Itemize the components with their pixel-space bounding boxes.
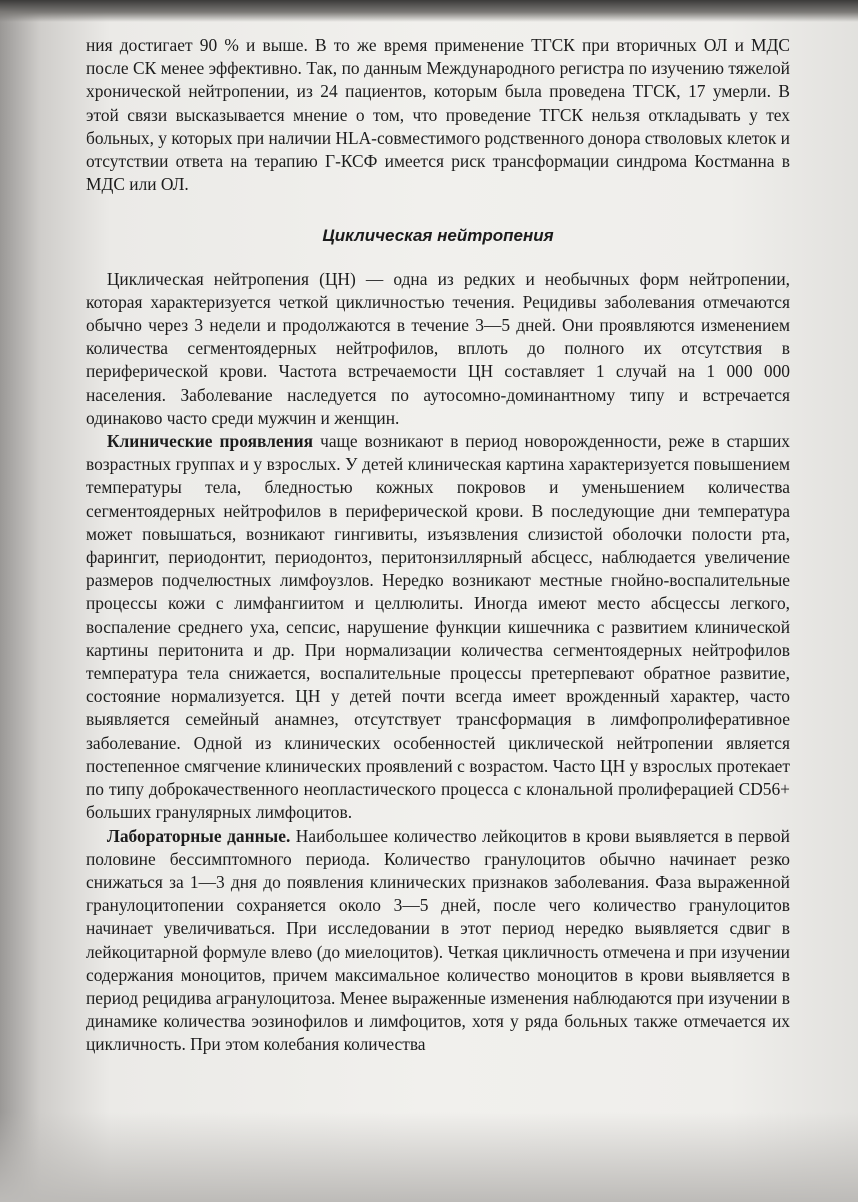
lab-text: Наибольшее количество лейкоцитов в крови выявляется в первой половине бессимптомного периода. Количество гранулоцитов обычно начинает резко снижаться за 1—3 дня до появления клинических признаков заболевания. Фаза выраженной гранулоцитопении сохраняется около 3—5 дней, после чего количество гранулоцитов начинает увеличиваться. При исследовании в этот период нередко выявляется сдвиг в лейкоцитарной формуле влево (до миелоцитов). Четкая цикличность отмечена и при изучении содержания моноцитов, причем максимальное количество моноцитов в крови выявляется в период рецидива агранулоцитоза. Менее выраженные изменения наблюдаются при изучении в динамике количества эозинофилов и лимфоцитов, хотя у ряда больных также отмечается их цикличность. При этом колебания количества [86,825,790,1055]
definition-paragraph: Циклическая нейтропения (ЦН) — одна из редких и необычных форм нейтропении, которая характеризуется четкой цикличностью течения. Рецидивы заболевания отмечаются обычно через 3 недели и продолжаются в течение 3—5 дней. Они проявляются изменением количества сегментоядерных нейтрофилов, вплоть до полного их отсутствия в периферической крови. Частота встречаемости ЦН составляет 1 случай на 1 000 000 населения. Заболевание наследуется по аутосомно-доминантному типу и встречается одинаково часто среди мужчин и женщин. [86,268,790,428]
clinical-text: чаще возникают в период новорожденности, реже в старших возрастных группах и у взрослых. У детей клиническая картина характеризуется повышением температуры тела, бледностью кожных покровов и уменьшением количества сегментоядерных нейтрофилов в периферической крови. В последующие дни температура может повышаться, возникают гингивиты, изъязвления слизистой оболочки полости рта, фарингит, периодонтит, периодонтоз, перитонзиллярный абсцесс, наблюдается увеличение размеров подчелюстных лимфоузлов. Нередко возникают местные гнойно-воспалительные процессы кожи с лимфангиитом и целлюлиты. Иногда имеют место абсцессы легкого, воспаление среднего уха, сепсис, нарушение функции кишечника с развитием клинической картины перитонита и др. При нормализации количества сегментоядерных нейтрофилов температура тела снижается, воспалительные процессы претерпевают обратное развитие, состояние нормализуется. ЦН у детей почти всегда имеет врожденный характер, часто выявляется семейный анамнез, отсутствует трансформация в лимфопролиферативное заболевание. Одной из клинических особенностей циклической нейтропении является постепенное смягчение клинических проявлений с возрастом. Часто ЦН у взрослых протекает по типу доброкачественного неопластического процесса с клональной пролиферацией CD56+ больших гранулярных лимфоцитов. [86,431,790,823]
intro-paragraph: ния достигает 90 % и выше. В то же время применение ТГСК при вторичных ОЛ и МДС после СК менее эффективно. Так, по данным Международного регистра по изучению тяжелой хронической нейтропении, из 24 пациентов, которым была проведена ТГСК, 17 умерли. В этой связи высказывается мнение о том, что проведение ТГСК нельзя откладывать у тех больных, у которых при наличии HLA-совместимого родственного донора стволовых клеток и отсутствии ответа на терапию Г-КСФ имеется риск трансформации синдрома Костманна в МДС или ОЛ. [86,35,790,195]
page-bottom-shadow [0,1112,858,1202]
clinical-paragraph [86,430,790,824]
page-top-shadow [0,0,858,22]
clinical-lead: Клинические проявления [106,431,314,452]
page-text-block [86,34,790,1057]
section-heading: Циклическая нейтропения [322,226,554,246]
lab-lead: Лабораторные данные. [106,825,291,846]
lab-paragraph [86,825,790,1057]
